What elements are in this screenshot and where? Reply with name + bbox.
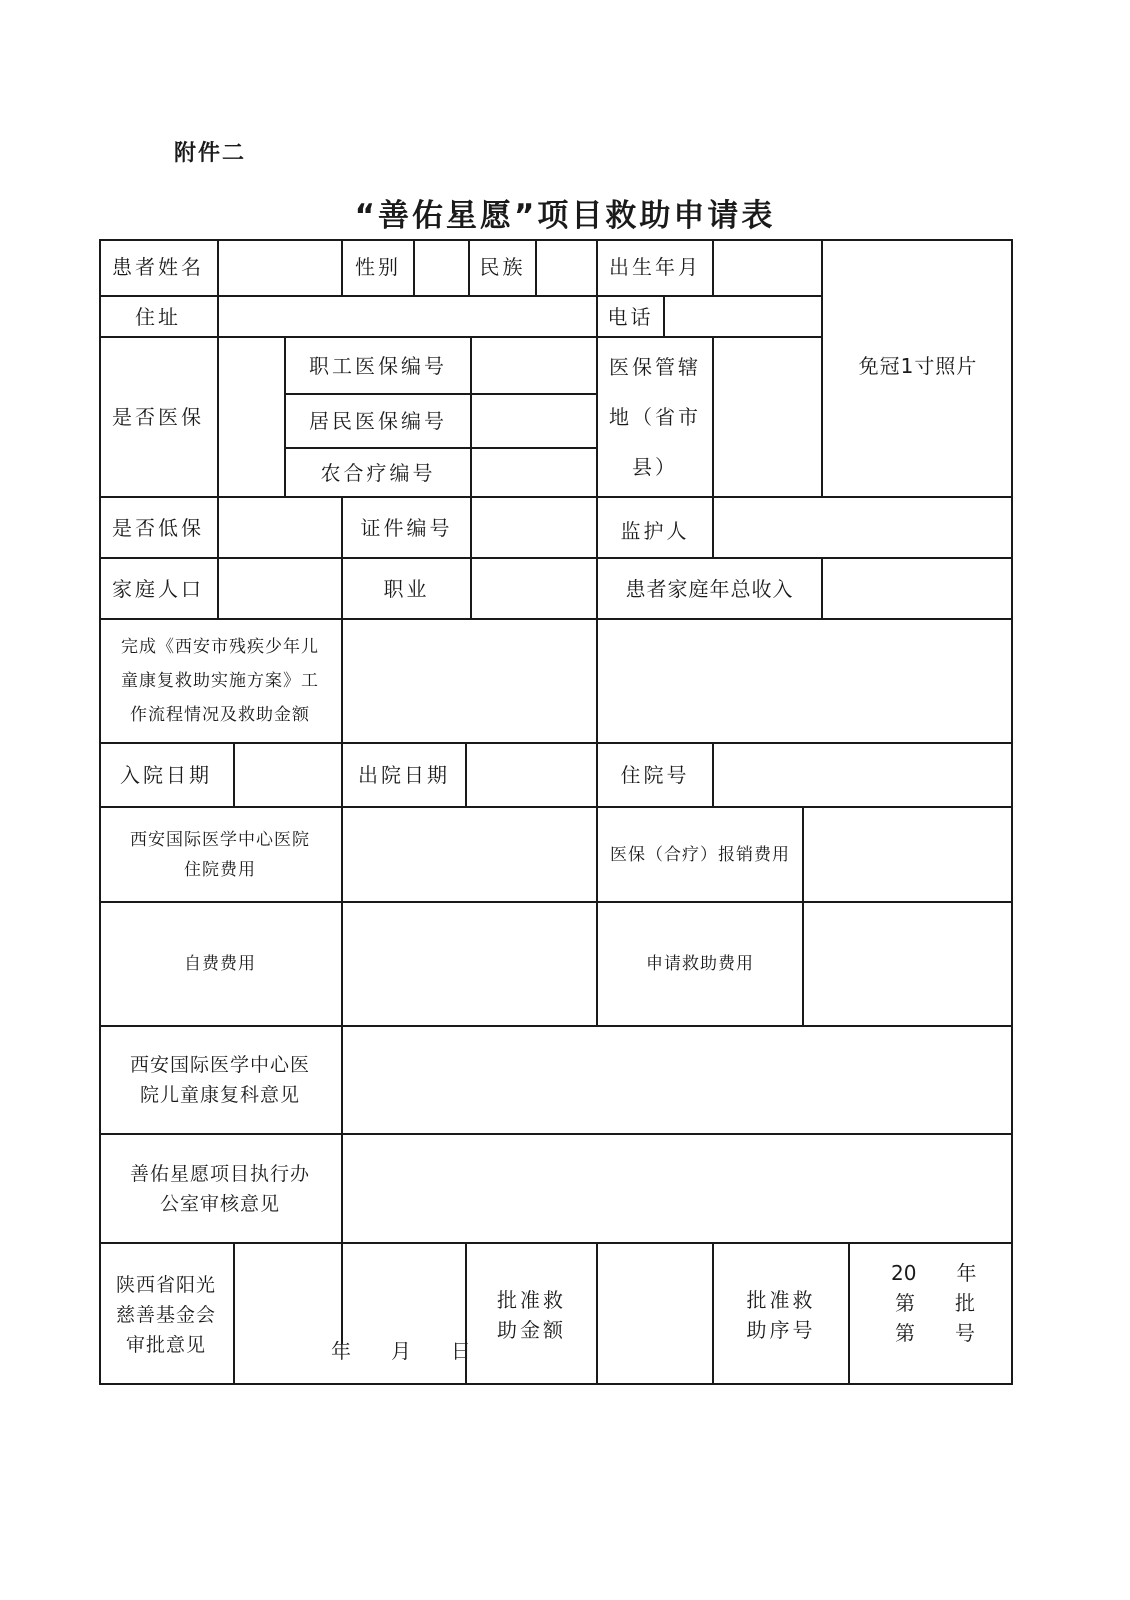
phone-field[interactable] — [665, 297, 821, 336]
label-id-number: 证件编号 — [360, 515, 453, 540]
low-income-field[interactable] — [219, 498, 341, 557]
admission-date-field[interactable] — [235, 744, 341, 806]
label-approved-amount: 批准救 助金额 — [497, 1287, 566, 1342]
requested-aid-field[interactable] — [804, 903, 1013, 1025]
ethnicity-field[interactable] — [537, 239, 596, 295]
application-form-table — [99, 239, 1013, 1385]
label-rehab-opinion: 西安国际医学中心医 院儿童康复科意见 — [129, 1054, 310, 1106]
label-approved-serial: 批准救 助序号 — [746, 1287, 816, 1342]
household-size-field[interactable] — [219, 559, 341, 618]
label-household-size: 家庭人口 — [112, 576, 204, 601]
employee-insurance-no-field[interactable] — [472, 338, 596, 393]
form-title-rest: 项目救助申请表 — [537, 198, 776, 234]
rural-coop-no-field[interactable] — [472, 449, 596, 496]
label-foundation-opinion: 陕西省阳光 慈善基金会 审批意见 — [115, 1273, 216, 1356]
form-title-project: “善佑星愿” — [354, 198, 538, 234]
label-resident-insurance-no: 居民医保编号 — [309, 409, 447, 433]
workflow-status-field[interactable] — [343, 620, 1013, 742]
batch-number: 第 批 — [895, 1291, 975, 1315]
col-divider — [848, 1242, 850, 1385]
has-insurance-field[interactable] — [219, 338, 284, 496]
label-requested-aid: 申请救助费用 — [646, 954, 754, 974]
photo-placeholder: 免冠1寸照片 — [858, 354, 978, 378]
insurance-jurisdiction-field[interactable] — [714, 338, 821, 496]
label-low-income: 是否低保 — [112, 515, 204, 540]
discharge-date-field[interactable] — [467, 744, 596, 806]
approval-date: 年 月 日 — [331, 1339, 471, 1363]
reimbursement-field[interactable] — [804, 808, 1013, 901]
rehab-opinion-field[interactable] — [343, 1027, 1013, 1133]
occupation-field[interactable] — [472, 559, 596, 618]
label-discharge-date: 出院日期 — [358, 763, 450, 787]
label-insurance-jurisdiction: 医保管辖 地（省市 县） — [609, 355, 701, 479]
label-workflow-status: 完成《西安市残疾少年儿 童康复救助实施方案》工 作流程情况及救助金额 — [121, 637, 319, 725]
label-employee-insurance-no: 职工医保编号 — [309, 353, 447, 378]
id-number-field[interactable] — [472, 498, 596, 557]
office-opinion-field[interactable] — [343, 1135, 1013, 1242]
label-birth-month: 出生年月 — [609, 255, 701, 279]
self-pay-field[interactable] — [343, 903, 596, 1025]
hospital-fee-field[interactable] — [343, 808, 596, 901]
form-title — [0, 190, 1130, 235]
label-has-insurance: 是否医保 — [112, 405, 204, 429]
label-ethnicity: 民族 — [479, 255, 526, 279]
label-reimbursement: 医保（合疗）报销费用 — [610, 844, 790, 865]
resident-insurance-no-field[interactable] — [472, 395, 596, 447]
address-field[interactable] — [219, 297, 596, 336]
annual-income-field[interactable] — [823, 559, 1013, 618]
gender-field[interactable] — [415, 239, 468, 295]
attachment-label: 附件二 — [174, 141, 247, 166]
label-rural-coop-no: 农合疗编号 — [320, 460, 436, 485]
approved-amount-field[interactable] — [598, 1244, 712, 1385]
guardian-field[interactable] — [714, 498, 1013, 557]
label-gender: 性别 — [355, 255, 401, 279]
label-admission-date: 入院日期 — [120, 763, 212, 787]
label-guardian: 监护人 — [620, 518, 690, 543]
inpatient-no-field[interactable] — [714, 744, 1013, 806]
label-annual-income: 患者家庭年总收入 — [625, 576, 794, 601]
patient-name-field[interactable] — [219, 239, 341, 295]
label-self-pay: 自费费用 — [184, 954, 256, 974]
label-phone: 电话 — [607, 304, 654, 329]
batch-year: 20 年 — [891, 1261, 977, 1285]
label-office-opinion: 善佑星愿项目执行办 公室审核意见 — [129, 1162, 310, 1215]
label-hospital-fee: 西安国际医学中心医院 住院费用 — [130, 829, 310, 880]
label-patient-name: 患者姓名 — [112, 255, 204, 279]
serial-number: 第 号 — [895, 1321, 975, 1345]
label-inpatient-no: 住院号 — [620, 763, 690, 787]
birth-month-field[interactable] — [714, 239, 821, 295]
label-address: 住址 — [135, 304, 181, 329]
label-occupation: 职业 — [383, 576, 430, 601]
